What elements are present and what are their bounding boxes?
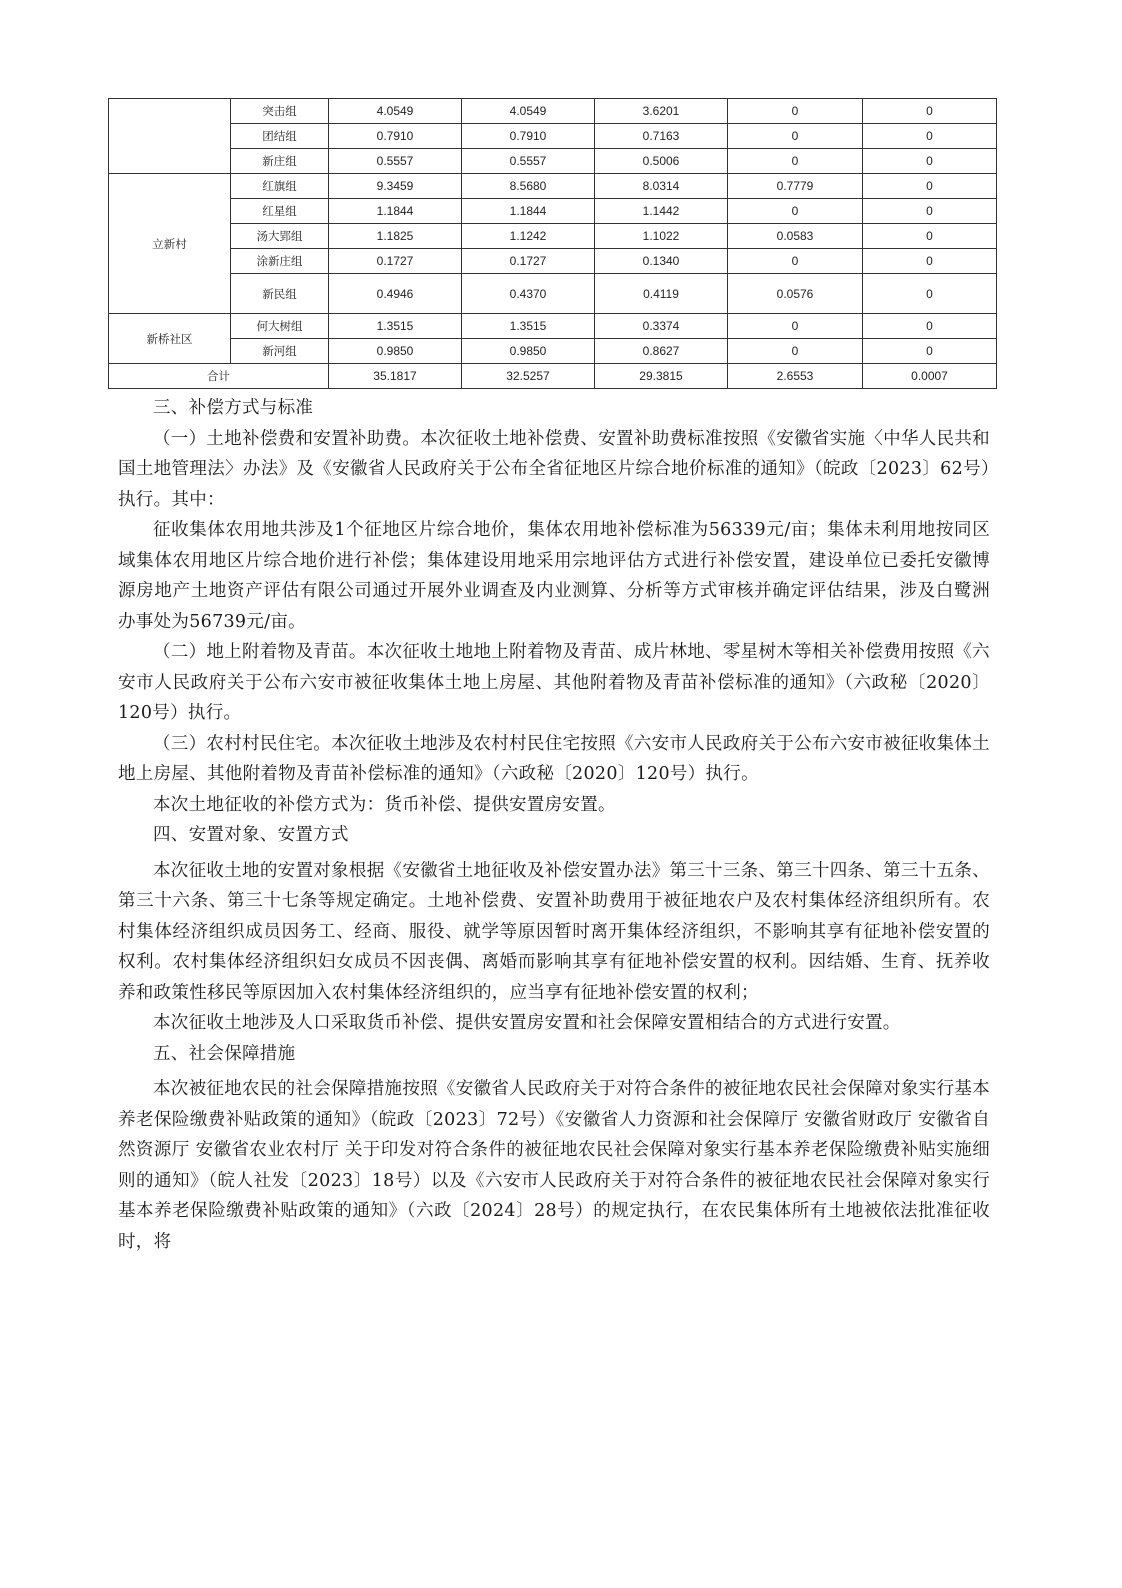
table-row	[109, 124, 997, 149]
value-cell: 1.3515	[462, 314, 595, 339]
land-area-table	[108, 98, 997, 389]
table-row	[109, 274, 997, 314]
total-value-cell: 29.3815	[595, 364, 728, 389]
paragraph: 征收集体农用地共涉及1个征地区片综合地价，集体农用地补偿标准为56339元/亩；集体未利用地按同区域集体农用地区片综合地价进行补偿；集体建设用地采用宗地评估方式进行补偿安置，建设单位已委托安徽博源房地产土地资产评估有限公司通过开展外业调查及内业测算、分析等方式审核并确定评估结果，涉及白鹭洲办事处为56739元/亩。	[118, 520, 990, 632]
value-cell: 1.1844	[462, 199, 595, 224]
value-cell: 0	[863, 274, 997, 314]
value-cell: 0	[863, 199, 997, 224]
village-cell	[109, 99, 231, 174]
value-cell: 3.6201	[595, 99, 728, 124]
paragraph: 本次征收土地涉及人口采取货币补偿、提供安置房安置和社会保障安置相结合的方式进行安置。	[153, 1013, 901, 1033]
total-value-cell: 35.1817	[329, 364, 462, 389]
table-row	[109, 99, 997, 124]
group-name-cell: 团结组	[231, 124, 329, 149]
paragraph: 本次征收土地的安置对象根据《安徽省土地征收及补偿安置办法》第三十三条、第三十四条、第三十五条、第三十六条、第三十七条等规定确定。土地补偿费、安置补助费用于被征地农户及农村集体经济组织所有。农村集体经济组织成员因务工、经商、服役、就学等原因暂时离开集体经济组织，不影响其享有征地补偿安置的权利。农村集体经济组织妇女成员不因丧偶、离婚而影响其享有征地补偿安置的权利。因结婚、生育、抚养收养和政策性移民等原因加入农村集体经济组织的，应当享有征地补偿安置的权利；	[118, 860, 990, 1003]
group-name-cell: 新河组	[231, 339, 329, 364]
total-value-cell: 2.6553	[728, 364, 863, 389]
value-cell: 0.7779	[728, 174, 863, 199]
value-cell: 0	[863, 339, 997, 364]
value-cell: 0	[863, 224, 997, 249]
value-cell: 0.5006	[595, 149, 728, 174]
table-row	[109, 224, 997, 249]
value-cell: 4.0549	[329, 99, 462, 124]
value-cell: 0.5557	[462, 149, 595, 174]
value-cell: 0.5557	[329, 149, 462, 174]
value-cell: 0	[863, 249, 997, 274]
section-heading: 四、安置对象、安置方式	[153, 825, 349, 845]
village-cell: 立新村	[109, 174, 231, 314]
group-name-cell: 新民组	[231, 274, 329, 314]
value-cell: 1.1022	[595, 224, 728, 249]
paragraph: 本次土地征收的补偿方式为：货币补偿、提供安置房安置。	[153, 794, 616, 815]
value-cell: 0	[863, 174, 997, 199]
paragraph: （二）地上附着物及青苗。本次征收土地地上附着物及青苗、成片林地、零星树木等相关补偿费用按照《六安市人民政府关于公布六安市被征收集体土地上房屋、其他附着物及青苗补偿标准的通知》（六政秘〔2020〕120号）执行。	[118, 642, 990, 723]
value-cell: 0.0583	[728, 224, 863, 249]
value-cell: 0	[863, 149, 997, 174]
section-heading: 五、社会保障措施	[153, 1043, 296, 1064]
total-value-cell: 0.0007	[863, 364, 997, 389]
table-total-row	[109, 364, 997, 389]
value-cell: 0.4946	[329, 274, 462, 314]
value-cell: 0.9850	[462, 339, 595, 364]
paragraph: （一）土地补偿费和安置补助费。本次征收土地补偿费、安置补助费标准按照《安徽省实施〈中华人民共和国土地管理法〉办法》及《安徽省人民政府关于公布全省征地区片综合地价标准的通知》（皖政〔2023〕62号）执行。其中：	[118, 428, 990, 510]
value-cell: 0	[728, 199, 863, 224]
value-cell: 0.9850	[329, 339, 462, 364]
group-name-cell: 突击组	[231, 99, 329, 124]
value-cell: 0.1340	[595, 249, 728, 274]
value-cell: 1.1242	[462, 224, 595, 249]
value-cell: 0	[863, 314, 997, 339]
value-cell: 4.0549	[462, 99, 595, 124]
value-cell: 8.0314	[595, 174, 728, 199]
total-value-cell: 32.5257	[462, 364, 595, 389]
value-cell: 1.1844	[329, 199, 462, 224]
value-cell: 0.4370	[462, 274, 595, 314]
table-row	[109, 199, 997, 224]
table-row	[109, 339, 997, 364]
village-cell: 新桥社区	[109, 314, 231, 364]
document-body	[118, 393, 990, 1257]
group-name-cell: 汤大郢组	[231, 224, 329, 249]
value-cell: 1.1825	[329, 224, 462, 249]
value-cell: 8.5680	[462, 174, 595, 199]
group-name-cell: 红星组	[231, 199, 329, 224]
group-name-cell: 涂新庄组	[231, 249, 329, 274]
value-cell: 0	[728, 124, 863, 149]
total-label-cell: 合计	[109, 364, 329, 389]
value-cell: 0	[728, 339, 863, 364]
value-cell: 0	[863, 99, 997, 124]
group-name-cell: 何大树组	[231, 314, 329, 339]
value-cell: 0.1727	[329, 249, 462, 274]
value-cell: 0	[728, 99, 863, 124]
value-cell: 0.4119	[595, 274, 728, 314]
group-name-cell: 新庄组	[231, 149, 329, 174]
group-name-cell: 红旗组	[231, 174, 329, 199]
paragraph: 本次被征地农民的社会保障措施按照《安徽省人民政府关于对符合条件的被征地农民社会保障对象实行基本养老保险缴费补贴政策的通知》（皖政〔2023〕72号）《安徽省人力资源和社会保障厅 安徽省财政厅 安徽省自然资源厅 安徽省农业农村厅 关于印发对符合条件的被征地农民社会保障对象实行基本养老保险缴费补贴实施细则的通知》（皖人社发〔2023〕18号）以及《六安市人民政府关于对符合条件的被征地农民社会保障对象实行基本养老保险缴费补贴政策的通知》（六政〔2024〕28号）的规定执行，在农民集体所有土地被依法批准征收时，将	[118, 1079, 990, 1252]
value-cell: 0.0576	[728, 274, 863, 314]
value-cell: 0.7163	[595, 124, 728, 149]
table-row	[109, 149, 997, 174]
value-cell: 0.3374	[595, 314, 728, 339]
value-cell: 9.3459	[329, 174, 462, 199]
value-cell: 1.1442	[595, 199, 728, 224]
value-cell: 0.8627	[595, 339, 728, 364]
table-row	[109, 249, 997, 274]
value-cell: 1.3515	[329, 314, 462, 339]
paragraph: （三）农村村民住宅。本次征收土地涉及农村村民住宅按照《六安市人民政府关于公布六安市被征收集体土地上房屋、其他附着物及青苗补偿标准的通知》（六政秘〔2020〕120号）执行。	[118, 733, 990, 784]
value-cell: 0	[863, 124, 997, 149]
value-cell: 0.7910	[329, 124, 462, 149]
table-row	[109, 314, 997, 339]
value-cell: 0	[728, 314, 863, 339]
table-row	[109, 174, 997, 199]
value-cell: 0.1727	[462, 249, 595, 274]
value-cell: 0	[728, 149, 863, 174]
value-cell: 0	[728, 249, 863, 274]
section-heading: 三、补偿方式与标准	[153, 398, 314, 418]
value-cell: 0.7910	[462, 124, 595, 149]
